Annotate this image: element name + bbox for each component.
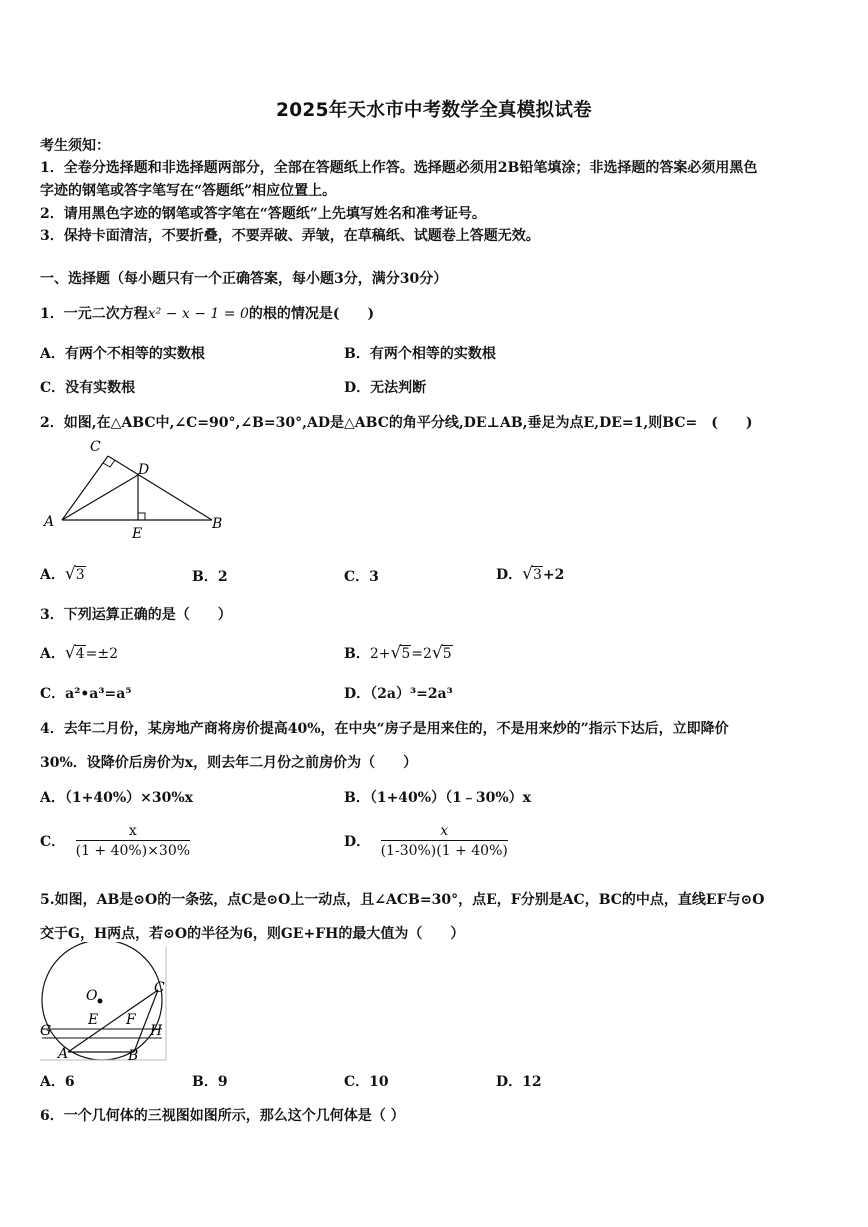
question-4-option-c: C． $\frac{x}{(1 + 40\%)\times 30\%}$ [40,823,191,859]
question-5-option-c: C．10 [344,1074,389,1090]
notice-item-1-line-1: 1．全卷分选择题和非选择题两部分，全部在答题纸上作答。选择题必须用2B铅笔填涂；非选择题的答案必须用黑色 [40,160,758,176]
question-1-option-b: B．有两个相等的实数根 [344,346,496,362]
fig2-label-a: A [44,514,55,530]
question-1-option-c: C．没有实数根 [40,380,136,396]
question-4-stem-line-2: 30%．设降价后房价为x，则去年二月份之前房价为（ ） [40,755,418,771]
fig5-label-f: F [126,1012,136,1028]
fig5-label-o: O [86,988,98,1004]
question-2-stem: 2．如图,在△ABC中,∠C=90°,∠B=30°,AD是△ABC的角平分线,DE⊥AB,垂足为点E,DE=1,则BC= ( ) [40,415,753,431]
fig5-label-h: H [150,1023,163,1039]
question-1-suffix: 的根的情况是( ) [248,306,375,322]
fig5-label-a: A [58,1046,69,1062]
question-5-circle-figure [38,942,172,1064]
question-4-option-d-fraction: $\frac{x}{(1-30\%)(1 + 40\%)}$ [380,823,508,859]
question-2-option-d: D．√3+2 [496,564,565,584]
question-5-stem-line-2: 交于G，H两点，若⊙O的半径为6，则GE+FH的最大值为（ ） [40,926,465,942]
notice-item-3: 3．保持卡面清洁，不要折叠，不要弄破、弄皱，在草稿纸、试题卷上答题无效。 [40,228,540,244]
fig2-label-c: C [90,439,101,455]
question-3-option-a: A．√4=±2 [40,643,119,663]
question-5-option-a: A．6 [40,1074,75,1090]
fig5-label-c: C [154,980,165,996]
question-4-option-a: A．（1+40%）×30%x [40,790,193,806]
question-2-triangle-figure [40,436,230,544]
question-2-option-a: A．√3 [40,564,85,584]
fig5-label-e: E [88,1012,99,1028]
question-1-prefix: 1．一元二次方程 [40,306,148,322]
question-3-stem: 3．下列运算正确的是（ ） [40,607,232,623]
fig2-label-b: B [212,516,223,532]
question-4-option-b: B．（1+40%）（1﹣30%）x [344,790,531,806]
question-1-stem [40,303,374,323]
notice-heading: 考生须知： [40,138,110,154]
question-3-option-b: B．2+√5=2√5 [344,643,452,663]
question-1-equation: x² − x − 1 = 0 [147,306,249,322]
question-4-option-c-fraction: $\frac{x}{(1 + 40\%)\times 30\%}$ [75,823,191,859]
question-3-option-c: C．a²•a³=a⁵ [40,686,132,702]
page-title: 2025年天水市中考数学全真模拟试卷 [276,100,592,121]
section-heading: 一、选择题（每小题只有一个正确答案，每小题3分，满分30分） [40,271,448,287]
question-1-option-d: D．无法判断 [344,380,427,396]
question-4-stem-line-1: 4．去年二月份，某房地产商将房价提高40%，在中央“房子是用来住的，不是用来炒的”指示下达后，立即降价 [40,721,729,737]
fig5-label-g: G [40,1023,52,1039]
question-4-option-d: D． $\frac{x}{(1-30\%)(1 + 40\%)}$ [344,823,508,859]
question-2-option-b: B．2 [192,569,228,585]
question-3-option-d: D．（2a）³=2a³ [344,686,453,702]
question-1-option-a: A．有两个不相等的实数根 [40,346,205,362]
question-5-option-d: D．12 [496,1074,542,1090]
question-2-option-c: C．3 [344,569,379,585]
question-6-stem: 6．一个几何体的三视图如图所示，那么这个几何体是（ ） [40,1108,405,1124]
fig2-label-e: E [132,526,143,542]
fig2-label-d: D [138,462,150,478]
question-5-option-b: B．9 [192,1074,228,1090]
notice-item-2: 2．请用黑色字迹的钢笔或答字笔在“答题纸”上先填写姓名和准考证号。 [40,206,486,222]
fig5-label-b: B [128,1048,139,1064]
question-5-stem-line-1: 5.如图，AB是⊙O的一条弦，点C是⊙O上一动点，且∠ACB=30°，点E，F分别是AC，BC的中点，直线EF与⊙O [40,892,765,908]
notice-item-1-line-2: 字迹的钢笔或答字笔写在“答题纸”相应位置上。 [40,183,337,199]
